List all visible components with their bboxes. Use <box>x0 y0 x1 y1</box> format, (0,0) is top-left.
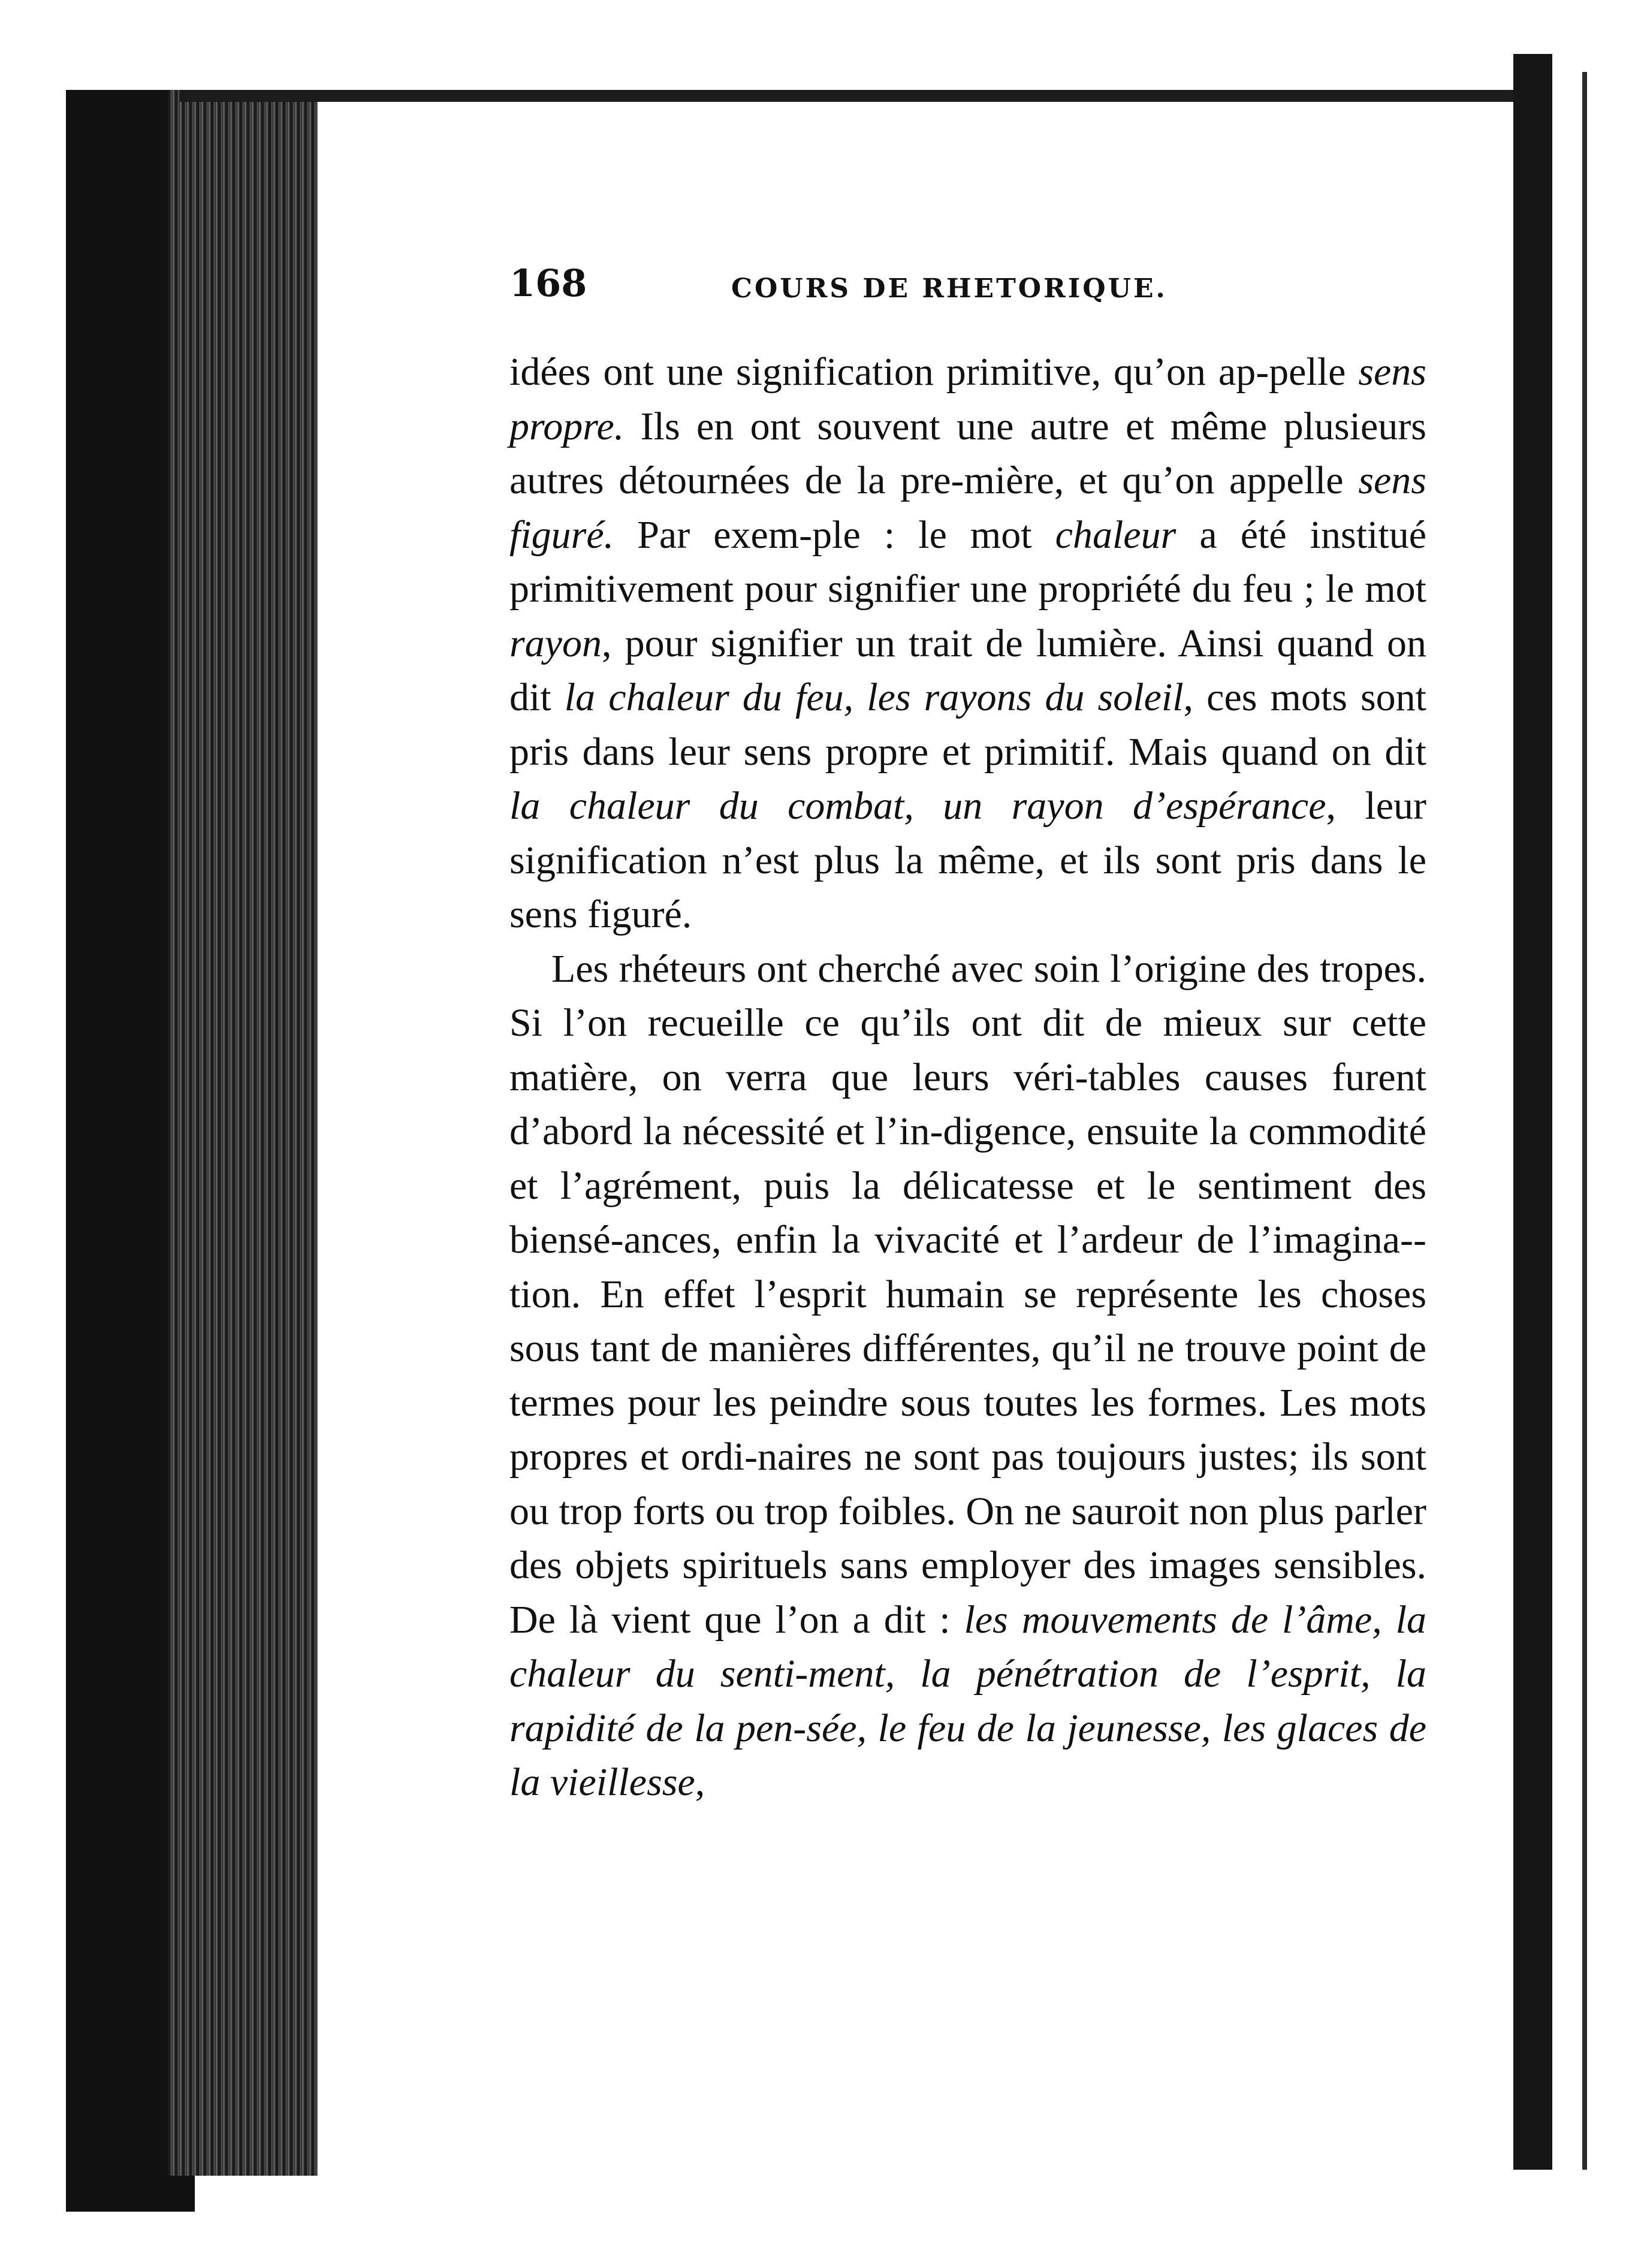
top-border <box>180 90 1528 102</box>
text-run: idées ont une signification primitive, qu’on ap-pelle <box>509 350 1359 394</box>
italic-run: les mouvements de l’âme, la chaleur du senti-ment, la pénétration de l’esprit, la rapidité de la pen-sée, le feu de la jeunesse, les glaces de la vieillesse <box>509 1597 1426 1804</box>
paragraph-2 <box>509 942 1426 1810</box>
text-run: Les rhéteurs ont cherché avec soin l’origine des tropes. Si l’on recueille ce qu’ils ont dit de mieux sur cette matière, on verra que leurs véri-tables causes furent d’abord la nécessité et l’in-digence, ensuite la commodité et l’agrément, puis la délicatesse et le sentiment des biensé-ances, enfin la vivacité et l’ardeur de l’imagina-tion. En effet l’esprit humain se représente les choses sous tant de manières différentes, qu’il ne trouve point de termes pour les peindre sous toutes les formes. Les mots propres et ordi-naires ne sont pas toujours justes; ils sont ou trop forts ou trop foibles. On ne sauroit non plus parler des objets spirituels sans employer des images sensibles. De là vient que l’on a dit : <box>509 946 1426 1642</box>
running-head <box>509 261 1193 327</box>
text-run: Par exem-ple : le mot <box>614 512 1055 557</box>
italic-run: sens figuré. <box>509 459 1426 557</box>
right-border <box>1513 54 1552 2170</box>
page-edges <box>168 90 318 2176</box>
italic-run: la chaleur du feu, les rayons du soleil <box>564 675 1184 719</box>
italic-run: chaleur <box>1055 512 1176 557</box>
text-run: , pour signifier un trait de lumière. Ainsi quand on dit <box>509 621 1426 719</box>
running-title: COURS DE RHETORIQUE. <box>731 273 1168 304</box>
paragraph-1 <box>509 345 1426 942</box>
italic-run: rayon <box>509 621 602 665</box>
page-number: 168 <box>509 261 587 305</box>
text-run: , <box>695 1760 705 1804</box>
italic-run: sens propre. <box>509 350 1426 448</box>
text-run: , leur signification n’est plus la même, et ils sont pris dans le sens figuré. <box>509 784 1427 936</box>
facing-page-edge <box>1582 72 1587 2170</box>
body-text <box>509 345 1426 1810</box>
text-run: , ces mots sont pris dans leur sens propre et primitif. Mais quand on dit <box>509 675 1427 774</box>
text-run: Ils en ont souvent une autre et même plusieurs autres détournées de la pre-mière, et qu’on appelle <box>509 404 1426 502</box>
text-run: a été institué primitivement pour signifier une propriété du feu ; le mot <box>509 512 1427 611</box>
italic-run: la chaleur du combat, un rayon d’espérance <box>509 784 1326 828</box>
